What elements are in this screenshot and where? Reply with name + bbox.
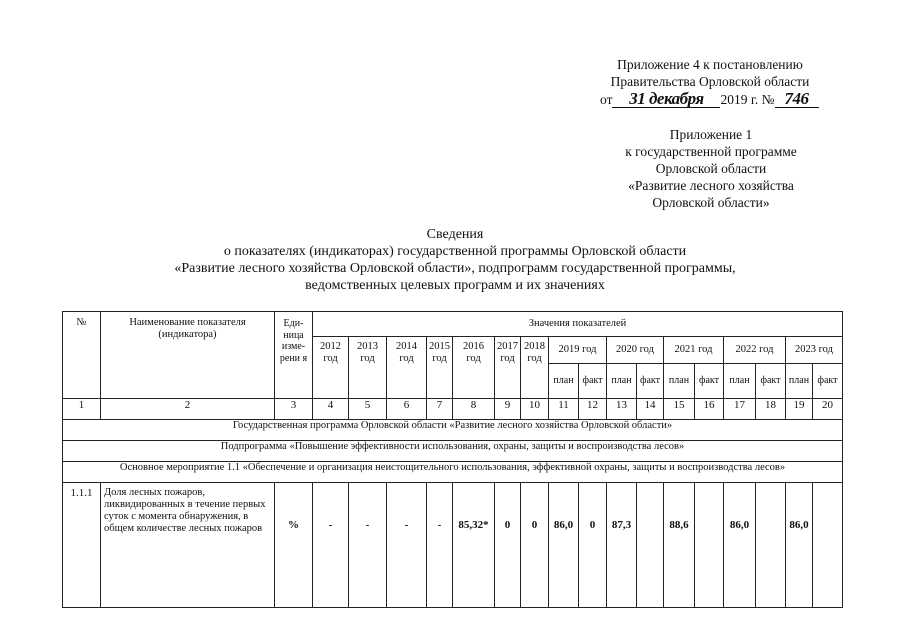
document-title [60,226,850,294]
appendix-1-line2: к государственной программе [625,144,797,159]
date-prefix: от [600,92,613,107]
year-2020: 2020 год [607,337,664,364]
value-2022-fact [756,483,786,608]
col-number: 13 [607,399,637,420]
appendix-1-line5: Орловской области» [652,195,770,210]
indicator-name: Доля лесных пожаров, ликвидированных в течение первых суток с момента обнаружения, в общем количестве лесных пожаров [101,483,275,608]
year-2015: 2015 год [427,337,453,399]
program-title: Государственная программа Орловской области «Развитие лесного хозяйства Орловской области» [63,420,843,441]
title-line3: «Развитие лесного хозяйства Орловской области», подпрограмм государственной программы, [174,261,736,276]
fact-2022: факт [756,364,786,399]
header-row-1 [63,312,843,337]
title-line2: о показателях (индикаторах) государственной программы Орловской области [223,244,687,259]
value-2019-fact: 0 [579,483,607,608]
appendix-4-block [590,56,830,108]
header-number: № [63,312,101,399]
value-2015: - [427,483,453,608]
plan-2019: план [549,364,579,399]
year-2018: 2018 год [521,337,549,399]
col-number: 9 [495,399,521,420]
measure-row [63,462,843,483]
col-number: 12 [579,399,607,420]
col-number: 18 [756,399,786,420]
value-2012: - [313,483,349,608]
header-values: Значения показателей [313,312,843,337]
column-numbers-row [63,399,843,420]
appendix-1-line1: Приложение 1 [669,127,753,142]
year-2012: 2012 год [313,337,349,399]
col-number: 7 [427,399,453,420]
year-2019: 2019 год [549,337,607,364]
value-2023-fact [813,483,843,608]
col-number: 16 [695,399,724,420]
title-line4: ведомственных целевых программ и их значениях [305,278,605,293]
header-unit: Еди- ница изме- рени я [275,312,313,399]
value-2021-fact [695,483,724,608]
value-2014: - [387,483,427,608]
subprogram-title: Подпрограмма «Повышение эффективности использования, охраны, защиты и воспроизводства лесов» [63,441,843,462]
appendix-4-line1: Приложение 4 к постановлению [617,57,803,72]
table-row [63,483,843,608]
plan-2021: план [664,364,695,399]
col-number: 20 [813,399,843,420]
appendix-1-line4: «Развитие лесного хозяйства [628,178,794,193]
value-2020-plan: 87,3 [607,483,637,608]
year-2014: 2014 год [387,337,427,399]
value-2018: 0 [521,483,549,608]
value-2013: - [349,483,387,608]
appendix-1-block [596,126,826,211]
year-2016: 2016 год [453,337,495,399]
plan-2022: план [724,364,756,399]
title-line1: Сведения [426,227,484,242]
col-number: 11 [549,399,579,420]
year-2017: 2017 год [495,337,521,399]
col-number: 14 [637,399,664,420]
date-middle: 2019 г. № [720,92,775,107]
year-2021: 2021 год [664,337,724,364]
measure-title: Основное мероприятие 1.1 «Обеспечение и организация неистощительного использования, эффективной охраны, защиты и воспроизводства лесов» [63,462,843,483]
year-2013: 2013 год [349,337,387,399]
indicator-code: 1.1.1 [63,483,101,608]
appendix-1-line3: Орловской области [655,161,767,176]
appendix-4-line2: Правительства Орловской области [610,74,810,89]
col-number: 2 [101,399,275,420]
indicator-unit: % [275,483,313,608]
col-number: 10 [521,399,549,420]
plan-2020: план [607,364,637,399]
col-number: 15 [664,399,695,420]
value-2020-fact [637,483,664,608]
handwritten-date: 31 декабря [612,90,720,108]
fact-2021: факт [695,364,724,399]
year-2022: 2022 год [724,337,786,364]
program-row [63,420,843,441]
fact-2019: факт [579,364,607,399]
col-number: 3 [275,399,313,420]
value-2021-plan: 88,6 [664,483,695,608]
col-number: 17 [724,399,756,420]
value-2016: 85,32* [453,483,495,608]
subprogram-row [63,441,843,462]
value-2022-plan: 86,0 [724,483,756,608]
col-number: 8 [453,399,495,420]
value-2023-plan: 86,0 [786,483,813,608]
appendix-4-date-line [590,90,830,108]
col-number: 5 [349,399,387,420]
col-number: 19 [786,399,813,420]
value-2019-plan: 86,0 [549,483,579,608]
fact-2020: факт [637,364,664,399]
handwritten-number: 746 [775,90,819,108]
indicators-table [62,311,843,608]
col-number: 1 [63,399,101,420]
header-indicator-name: Наименование показателя (индикатора) [101,312,275,399]
value-2017: 0 [495,483,521,608]
year-2023: 2023 год [786,337,843,364]
fact-2023: факт [813,364,843,399]
col-number: 6 [387,399,427,420]
col-number: 4 [313,399,349,420]
plan-2023: план [786,364,813,399]
